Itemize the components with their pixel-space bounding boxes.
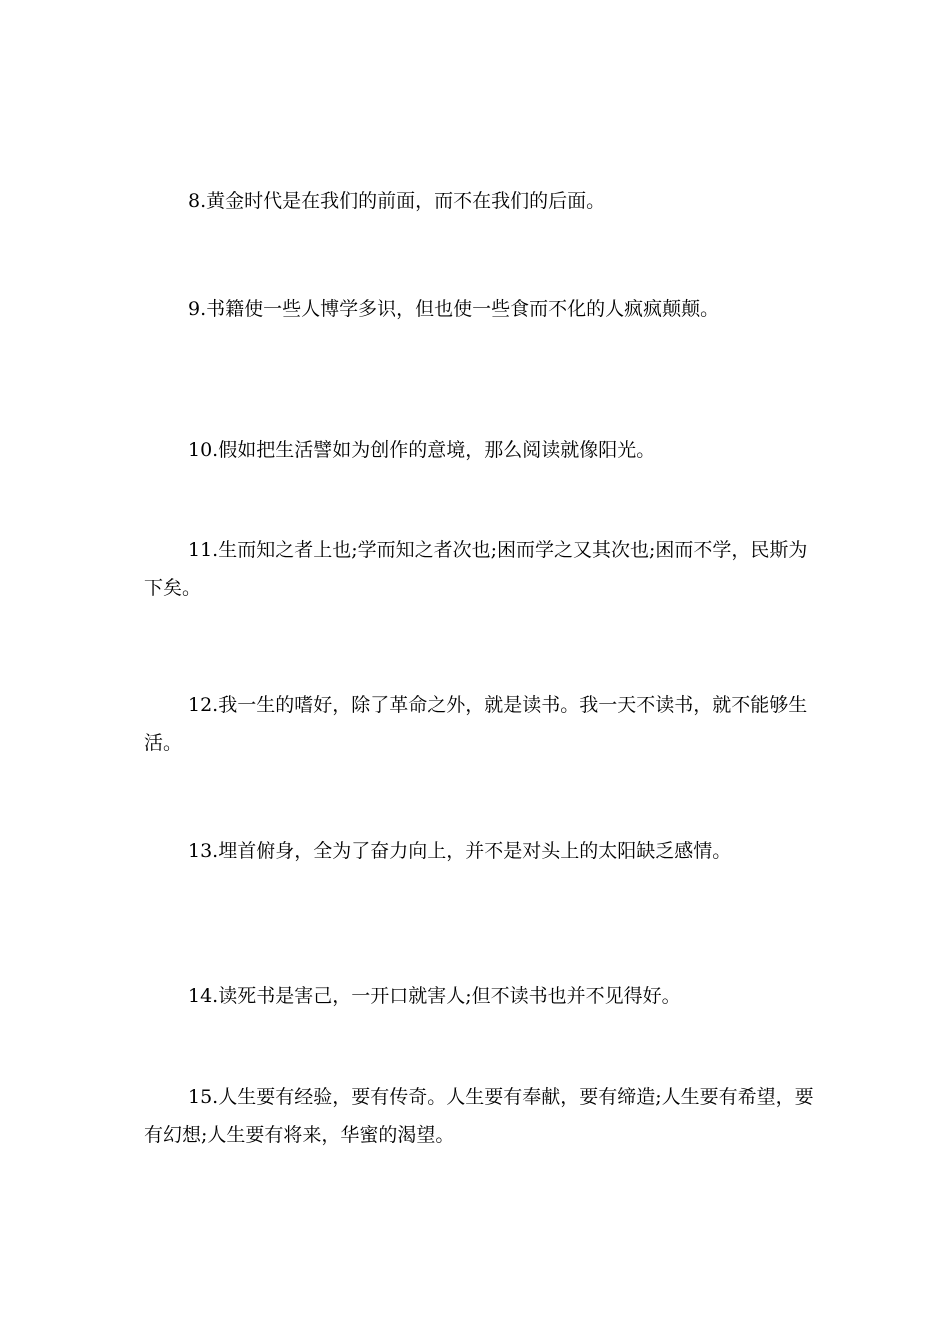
quote-paragraph-9: 9.书籍使一些人博学多识，但也使一些食而不化的人疯疯颠颠。	[188, 298, 720, 320]
quote-paragraph-13: 13.埋首俯身，全为了奋力向上，并不是对头上的太阳缺乏感情。	[188, 840, 732, 862]
quote-paragraph-11: 11.生而知之者上也;学而知之者次也;困而学之又其次也;困而不学，民斯为下矣。	[144, 539, 808, 599]
quote-paragraph-14: 14.读死书是害己，一开口就害人;但不读书也并不见得好。	[188, 985, 681, 1007]
quote-paragraph-10: 10.假如把生活譬如为创作的意境，那么阅读就像阳光。	[188, 439, 656, 461]
quote-paragraph-8: 8.黄金时代是在我们的前面，而不在我们的后面。	[188, 190, 606, 212]
quote-paragraph-12: 12.我一生的嗜好，除了革命之外，就是读书。我一天不读书，就不能够生活。	[144, 694, 808, 754]
quote-paragraph-15: 15.人生要有经验，要有传奇。人生要有奉献，要有缔造;人生要有希望，要有幻想;人生要有将来，华蜜的渴望。	[144, 1086, 814, 1146]
